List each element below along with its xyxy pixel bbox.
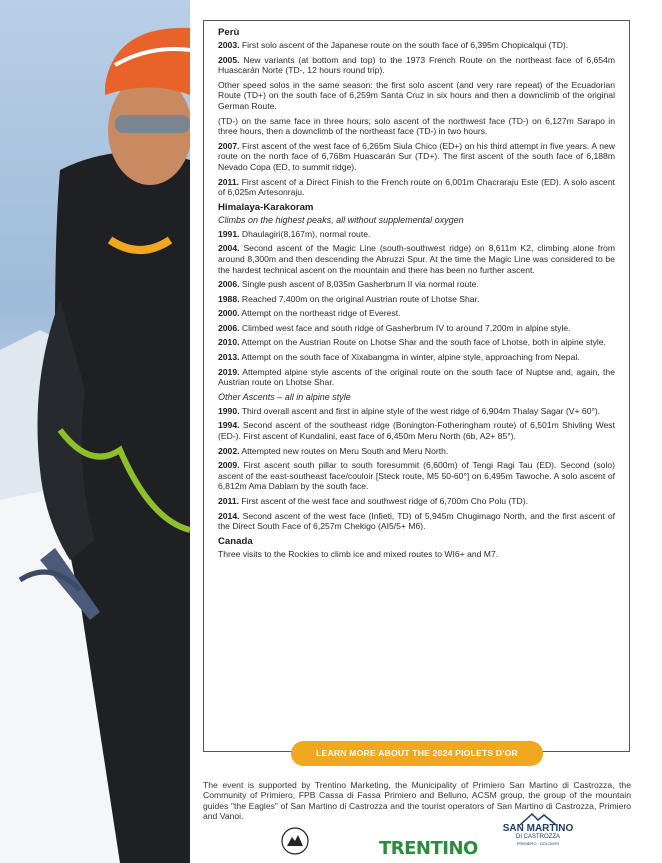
ascent-entry <box>218 337 615 348</box>
ascent-entry <box>218 549 615 560</box>
entry-year: 2003. <box>218 40 240 50</box>
ascent-entry <box>218 323 615 334</box>
ascent-entry <box>218 116 615 137</box>
ascent-entry <box>218 279 615 290</box>
entry-year: 2019. <box>218 366 240 377</box>
entry-text: Three visits to the Rockies to climb ice and mixed routes to WI6+ and M7. <box>218 548 499 559</box>
ascent-entry <box>218 511 615 532</box>
entry-year: 2004. <box>218 243 240 254</box>
entry-text: Dhaulagiri(8,167m), normal route. <box>239 228 371 239</box>
ascent-entry <box>218 80 615 112</box>
ascent-entry <box>218 55 615 76</box>
ascent-entry <box>218 294 615 305</box>
ascent-entry <box>218 141 615 173</box>
entry-text: First solo ascent of the Japanese route on the south face of 6,395m Chopicalqui (TD). <box>239 40 569 50</box>
entry-text: Second ascent of the west face (Infieti, TD) of 5,945m Chugimago North, and the first ascent of the Direct South Face of 6,257m Chekigo (AI5/5+ M6). <box>218 510 615 532</box>
mountain-logo-icon <box>518 812 558 826</box>
entry-year: 2000. <box>218 308 240 319</box>
entry-year: 1991. <box>218 228 240 239</box>
entry-year: 2006. <box>218 322 240 333</box>
entry-text: Other speed solos in the same season: the first solo ascent (and very rare repeat) of the Ecuadorian Route (TD+) on the south face of 6,259m Santa Cruz in six hours and then a downclimb of the original German Route. <box>218 79 615 111</box>
learn-more-button[interactable]: LEARN MORE ABOUT THE 2024 PIOLETS D'OR <box>291 741 543 766</box>
entry-text: Third overall ascent and first in alpine style of the west ridge of 6,904m Thalay Sagar (V+ 60°). <box>239 405 601 416</box>
entry-year: 1990. <box>218 405 240 416</box>
section-subtitle: Climbs on the highest peaks, all without supplemental oxygen <box>218 214 464 225</box>
section-title: Canada <box>218 535 253 547</box>
entry-text: First ascent of a Direct Finish to the French route on 6,001m Chacraraju Este (ED). A solo ascent of 6,025m Artesonraju. <box>218 176 615 198</box>
ascent-entry <box>218 420 615 441</box>
trentino-logo: TRENTINO <box>379 838 478 859</box>
section-title: Perù <box>218 27 240 38</box>
entry-text: Reached 7,400m on the original Austrian route of Lhotse Shar. <box>239 293 480 304</box>
entry-text: First ascent of the west face of 6,265m Siula Chico (ED+) on his third attempt in five years. A new route on the north face of 6,768m Huascarán Sur (TD+). The first ascent of the south face of 6,188m Nevado Copa (ED, to summit ridge). <box>218 140 615 172</box>
entry-text: Attempted new routes on Meru South and Meru North. <box>239 445 449 456</box>
ascent-entry <box>218 177 615 198</box>
ascent-entry <box>218 40 615 51</box>
entry-text: Second ascent of the southeast ridge (Bonington-Fotheringham route) of 6,501m Shivling West (ED-). First ascent of Kundalini, east face of 6,450m Meru North (6b, A2+ 85°). <box>218 420 615 442</box>
entry-text: New variants (at bottom and top) to the 1973 French Route on the northeast face of 6,654m Huascarán Norte (TD-, 12 hours round trip). <box>218 54 615 76</box>
ascent-entry <box>218 446 615 457</box>
entry-year: 1988. <box>218 293 240 304</box>
entry-text: Attempted alpine style ascents of the original route on the south face of Nuptse and, again, the Austrian route on Lhotse Shar. <box>218 366 615 388</box>
ascent-entry <box>218 352 615 363</box>
entry-text: First ascent south pillar to south foresummit (6,600m) of Tengi Ragi Tau (ED). Second (solo) ascent of the east-southeast face/couloir [Steck route, M5 50-60°] on 6,495m Tawoche. A solo ascent of 6,812m Ama Dablam by the south face. <box>218 460 615 492</box>
ascent-entry <box>218 367 615 388</box>
ascent-entry <box>218 243 615 275</box>
ascent-entry <box>218 229 615 240</box>
section-title: Himalaya-Karakoram <box>218 201 314 213</box>
climber-photo <box>0 0 190 863</box>
entry-year: 2009. <box>218 460 240 471</box>
ascent-entry <box>218 308 615 319</box>
entry-text: Attempt on the south face of Xixabangma in winter, alpine style, approaching from Nepal. <box>239 352 580 363</box>
ascent-entry <box>218 496 615 507</box>
entry-text: First ascent of the west face and southwest ridge of 6,700m Cho Polu (TD). <box>239 496 529 506</box>
ascents-list-box <box>203 20 630 752</box>
entry-year: 2011. <box>218 496 240 506</box>
entry-year: 2007. <box>218 140 240 151</box>
entry-year: 2006. <box>218 279 240 290</box>
entry-text: Second ascent of the Magic Line (south-southwest ridge) on 8,611m K2, climbing alone from around 8,300m and then descending the Abruzzi Spur. At the time the Magic Line was considered to be the hardest technical ascent on the mountain and there has been no further ascent. <box>218 243 615 275</box>
sponsor-footer-text: The event is supported by Trentino Marketing, the Municipality of Primiero San Martino di Castrozza, the Community of Primiero, FPB Cassa di Fassa Primiero and Belluno, ACSM group, the group of the mountain guides "the Eagles" of San Martino di Castrozza and the tourist operators of San Martino di Castrozza, Primiero and Vanoi. <box>203 780 631 822</box>
section-subtitle: Other Ascents – all in alpine style <box>218 391 351 402</box>
climber-illustration <box>0 0 190 863</box>
entry-year: 2011. <box>218 176 240 187</box>
guide-group-logo <box>280 826 310 856</box>
entry-text: Climbed west face and south ridge of Gasherbrum IV to around 7,200m in alpine style. <box>239 322 571 333</box>
san-martino-logo: SAN MARTINO DI CASTROZZA PRIMIERO · DOLOMITI <box>498 812 578 862</box>
entry-text: Single push ascent of 8,035m Gasherbrum II via normal route. <box>239 279 479 290</box>
entry-text: (TD-) on the same face in three hours; solo ascent of the northwest face (TD-) on 6,127m Sarapo in three hours, then a downclimb of the northeast face (TD-) in two hours. <box>218 115 615 137</box>
ascent-entry <box>218 406 615 417</box>
entry-year: 2013. <box>218 352 240 363</box>
entry-text: Attempt on the Austrian Route on Lhotse Shar and the south face of Lhotse, both in alpine style. <box>239 337 606 348</box>
entry-year: 2010. <box>218 337 240 348</box>
entry-year: 2002. <box>218 445 240 456</box>
sections-container <box>218 27 615 559</box>
ascent-entry <box>218 460 615 492</box>
entry-year: 2005. <box>218 54 240 65</box>
entry-text: Attempt on the northeast ridge of Everest. <box>239 308 401 319</box>
entry-year: 1994. <box>218 420 240 431</box>
entry-year: 2014. <box>218 510 240 521</box>
